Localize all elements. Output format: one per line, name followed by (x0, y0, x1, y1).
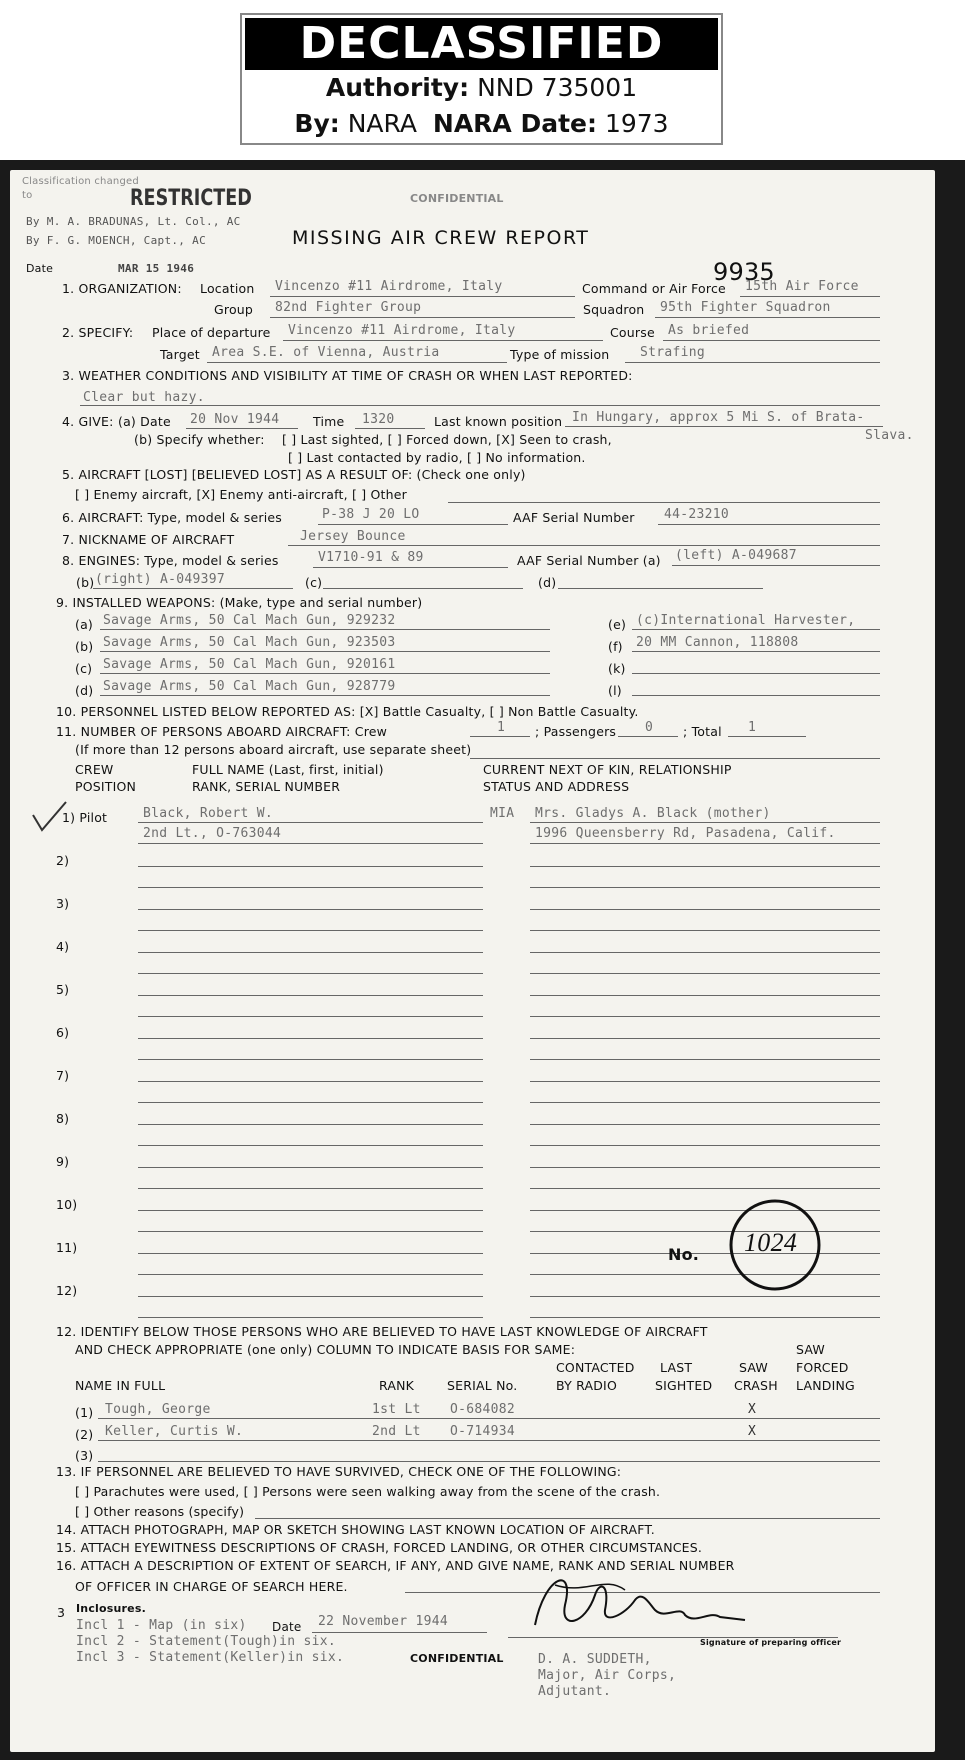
weapon-e: (c)International Harvester, (636, 613, 856, 628)
crew-row-number: 7) (56, 1068, 70, 1083)
date-label: (a) Date (118, 414, 171, 429)
stamp-by: By: NARA NARA Date: 1973 (294, 109, 669, 138)
report-date: 22 November 1944 (318, 1614, 449, 1629)
file-number: 1024 (744, 1228, 798, 1257)
weapon-b-label: (b) (75, 639, 94, 654)
engine-serial-a: (left) A-049687 (675, 548, 797, 563)
last-position-1: In Hungary, approx 5 Mi S. of Brata- (572, 410, 865, 425)
saw-forced-header-2: LANDING (796, 1378, 855, 1393)
org-squadron-label: Squadron (583, 302, 645, 317)
course-label: Course (610, 325, 655, 340)
crew-row-number: 8) (56, 1111, 70, 1126)
weapons-label: 9. INSTALLED WEAPONS: (Make, type and serial number) (56, 595, 423, 610)
aircraft-serial: 44-23210 (664, 507, 730, 522)
mission: Strafing (640, 345, 706, 360)
crew-row-number: 6) (56, 1025, 70, 1040)
last-knowledge-label-1: 12. IDENTIFY BELOW THOSE PERSONS WHO ARE BELIEVED TO HAVE LAST KNOWLEDGE OF AIRCRAFT (56, 1324, 708, 1339)
persons-aboard-label: 11. NUMBER OF PERSONS ABOARD AIRCRAFT: Crew (56, 724, 388, 739)
weapon-a: Savage Arms, 50 Cal Mach Gun, 929232 (103, 613, 396, 628)
mission-label: Type of mission (510, 347, 610, 362)
inclosures-label: Inclosures. (76, 1602, 146, 1615)
course: As briefed (668, 323, 750, 338)
personnel-reported-label: 10. PERSONNEL LISTED BELOW REPORTED AS: [X] Battle Casualty, [ ] Non Battle Casualty. (56, 704, 639, 719)
weapon-l-label: (l) (608, 683, 622, 698)
witness-row-number: (2) (75, 1427, 94, 1442)
report-number: 9935 (713, 258, 775, 286)
signer-name: D. A. SUDDETH, (538, 1652, 652, 1667)
time-label: Time (313, 414, 345, 429)
witness-row-number: (3) (75, 1448, 94, 1463)
org-command: 15th Air Force (745, 279, 859, 294)
crew-row-number: 2) (56, 853, 70, 868)
officer-signature (515, 1555, 755, 1645)
crew-row-number: 4) (56, 939, 70, 954)
last-sighted-header-1: LAST (660, 1360, 693, 1375)
inclosure-1: Incl 1 - Map (in six) (76, 1618, 247, 1633)
aircraft-lost-options: [ ] Enemy aircraft, [X] Enemy anti-aircraft, [ ] Other (75, 487, 407, 502)
org-squadron: 95th Fighter Squadron (660, 300, 831, 315)
specify-label: 2. SPECIFY: (62, 325, 134, 340)
last-position-2: Slava. (865, 428, 914, 443)
total-count: 1 (748, 720, 757, 735)
classification-corner-2: to (22, 190, 33, 201)
specify-whether-options-1: [ ] Last sighted, [ ] Forced down, [X] Seen to crash, (282, 432, 612, 447)
weapon-d-label: (d) (75, 683, 94, 698)
inclosure-2: Incl 2 - Statement(Tough)in six. (76, 1634, 337, 1649)
witness-rank: 2nd Lt (372, 1424, 421, 1439)
pilot-address: 1996 Queensberry Rd, Pasadena, Calif. (535, 826, 836, 841)
weapon-k-label: (k) (608, 661, 626, 676)
survived-options: [ ] Parachutes were used, [ ] Persons were seen walking away from the scene of the crash. (75, 1484, 661, 1499)
org-group: 82nd Fighter Group (275, 300, 422, 315)
org-command-label: Command or Air Force (582, 281, 726, 296)
witness-saw-crash: X (748, 1402, 757, 1417)
name-col-header-1: FULL NAME (Last, first, initial) (192, 762, 384, 777)
serial-header: SERIAL No. (447, 1378, 518, 1393)
attach-photograph: 14. ATTACH PHOTOGRAPH, MAP OR SKETCH SHOWING LAST KNOWN LOCATION OF AIRCRAFT. (56, 1522, 655, 1537)
total-label: ; Total (683, 724, 722, 739)
engines-label: 8. ENGINES: Type, model & series (62, 553, 279, 568)
crew-row-number: 9) (56, 1154, 70, 1169)
crew-row-number: 5) (56, 982, 70, 997)
target-label: Target (160, 347, 200, 362)
signer-rank: Major, Air Corps, (538, 1668, 677, 1683)
last-sighted-header-2: SIGHTED (655, 1378, 713, 1393)
engine-d-label: (d) (538, 575, 557, 590)
nickname-label: 7. NICKNAME OF AIRCRAFT (62, 532, 235, 547)
passengers-label: ; Passengers (535, 724, 617, 739)
engine-serial-label: AAF Serial Number (a) (517, 553, 661, 568)
position-label: Last known position (434, 414, 563, 429)
engine-b-label: (b) (76, 575, 95, 590)
weapon-a-label: (a) (75, 617, 94, 632)
crew-row-number: 10) (56, 1197, 78, 1212)
aircraft-serial-label: AAF Serial Number (513, 510, 635, 525)
crash-time: 1320 (362, 412, 395, 427)
inclosure-count: 3 (57, 1605, 66, 1620)
weapon-c-label: (c) (75, 661, 93, 676)
witness-name: Keller, Curtis W. (105, 1424, 244, 1439)
witness-serial: O-684082 (450, 1402, 516, 1417)
declassified-stamp (240, 13, 723, 145)
restricted-stamp: RESTRICTED (130, 186, 252, 211)
survived-other: [ ] Other reasons (specify) (75, 1504, 245, 1519)
pilot-rank: 2nd Lt., O-763044 (143, 826, 282, 841)
signer-title: Adjutant. (538, 1684, 612, 1699)
weapon-b: Savage Arms, 50 Cal Mach Gun, 923503 (103, 635, 396, 650)
inclosure-3: Incl 3 - Statement(Keller)in six. (76, 1650, 345, 1665)
crew-row-number: 3) (56, 896, 70, 911)
engine-serial-b: (right) A-049397 (95, 572, 226, 587)
pilot-status: MIA (490, 806, 515, 821)
org-location-label: Location (200, 281, 255, 296)
contacted-header-1: CONTACTED (556, 1360, 635, 1375)
crew-row-number: 11) (56, 1240, 78, 1255)
saw-forced-header-1: FORCED (796, 1360, 849, 1375)
reclass-date-label: Date (26, 262, 54, 275)
aircraft-lost-label: 5. AIRCRAFT [LOST] [BELIEVED LOST] AS A RESULT OF: (Check one only) (62, 467, 526, 482)
weapon-f: 20 MM Cannon, 118808 (636, 635, 799, 650)
crew-col-header-2: POSITION (75, 779, 137, 794)
kin-col-header-1: CURRENT NEXT OF KIN, RELATIONSHIP (483, 762, 732, 777)
departure: Vincenzo #11 Airdrome, Italy (288, 323, 516, 338)
signature-caption: Signature of preparing officer (700, 1638, 842, 1647)
specify-whether-label: (b) Specify whether: (134, 432, 265, 447)
weapon-f-label: (f) (608, 639, 623, 654)
date-label-footer: Date (272, 1620, 302, 1634)
pilot-name: Black, Robert W. (143, 806, 274, 821)
kin-col-header-2: STATUS AND ADDRESS (483, 779, 630, 794)
survived-label: 13. IF PERSONNEL ARE BELIEVED TO HAVE SURVIVED, CHECK ONE OF THE FOLLOWING: (56, 1464, 622, 1479)
witness-name: Tough, George (105, 1402, 211, 1417)
rank-header: RANK (379, 1378, 415, 1393)
saw-forced-header-0: SAW (796, 1342, 825, 1357)
engines-type: V1710-91 & 89 (318, 550, 424, 565)
aircraft-type: P-38 J 20 LO (322, 507, 420, 522)
aircraft-type-label: 6. AIRCRAFT: Type, model & series (62, 510, 282, 525)
give-label: 4. GIVE: (62, 414, 114, 429)
stamp-title: DECLASSIFIED (245, 18, 718, 70)
departure-label: Place of departure (152, 325, 271, 340)
target: Area S.E. of Vienna, Austria (212, 345, 440, 360)
file-number-label: No. (668, 1245, 700, 1264)
last-knowledge-label-2: AND CHECK APPROPRIATE (one only) COLUMN TO INDICATE BASIS FOR SAME: (75, 1342, 576, 1357)
saw-crash-header-2: CRASH (734, 1378, 778, 1393)
crew-col-header-1: CREW (75, 762, 114, 777)
org-label: 1. ORGANIZATION: (62, 281, 182, 296)
engine-c-label: (c) (305, 575, 323, 590)
weather-label: 3. WEATHER CONDITIONS AND VISIBILITY AT TIME OF CRASH OR WHEN LAST REPORTED: (62, 368, 633, 383)
crash-date: 20 Nov 1944 (190, 412, 280, 427)
org-location: Vincenzo #11 Airdrome, Italy (275, 279, 503, 294)
stamp-authority: Authority: NND 735001 (325, 73, 638, 102)
saw-crash-header-1: SAW (739, 1360, 768, 1375)
pilot-kin: Mrs. Gladys A. Black (mother) (535, 806, 771, 821)
attach-search-1: 16. ATTACH A DESCRIPTION OF EXTENT OF SEARCH, IF ANY, AND GIVE NAME, RANK AND SERIAL NUMBER (56, 1558, 735, 1573)
weapon-e-label: (e) (608, 617, 627, 632)
crew-count: 1 (497, 720, 506, 735)
attach-eyewitness: 15. ATTACH EYEWITNESS DESCRIPTIONS OF CRASH, FORCED LANDING, OR OTHER CIRCUMSTANCES. (56, 1540, 703, 1555)
passengers-count: 0 (645, 720, 654, 735)
confidential-bottom: CONFIDENTIAL (410, 1652, 504, 1665)
specify-whether-options-2: [ ] Last contacted by radio, [ ] No information. (288, 450, 586, 465)
witness-row-number: (1) (75, 1405, 94, 1420)
witness-saw-crash: X (748, 1424, 757, 1439)
confidential-top: CONFIDENTIAL (410, 192, 504, 205)
attach-search-2: OF OFFICER IN CHARGE OF SEARCH HERE. (75, 1579, 348, 1594)
classification-corner-1: Classification changed (22, 176, 139, 187)
witness-serial: O-714934 (450, 1424, 516, 1439)
name-in-full-header: NAME IN FULL (75, 1378, 166, 1393)
weapon-d: Savage Arms, 50 Cal Mach Gun, 928779 (103, 679, 396, 694)
nickname: Jersey Bounce (300, 529, 406, 544)
reclass-by-1: By M. A. BRADUNAS, Lt. Col., AC (26, 215, 241, 228)
reclass-by-2: By F. G. MOENCH, Capt., AC (26, 234, 206, 247)
report-title: MISSING AIR CREW REPORT (292, 227, 590, 249)
witness-rank: 1st Lt (372, 1402, 421, 1417)
name-col-header-2: RANK, SERIAL NUMBER (192, 779, 341, 794)
crew-position-pilot: 1) Pilot (62, 810, 108, 825)
org-group-label: Group (214, 302, 254, 317)
weapon-c: Savage Arms, 50 Cal Mach Gun, 920161 (103, 657, 396, 672)
separate-sheet-note: (If more than 12 persons aboard aircraft, use separate sheet) (75, 742, 472, 757)
contacted-header-2: BY RADIO (556, 1378, 617, 1393)
reclass-date: MAR 15 1946 (118, 262, 195, 275)
weather: Clear but hazy. (83, 390, 205, 405)
crew-row-number: 12) (56, 1283, 78, 1298)
